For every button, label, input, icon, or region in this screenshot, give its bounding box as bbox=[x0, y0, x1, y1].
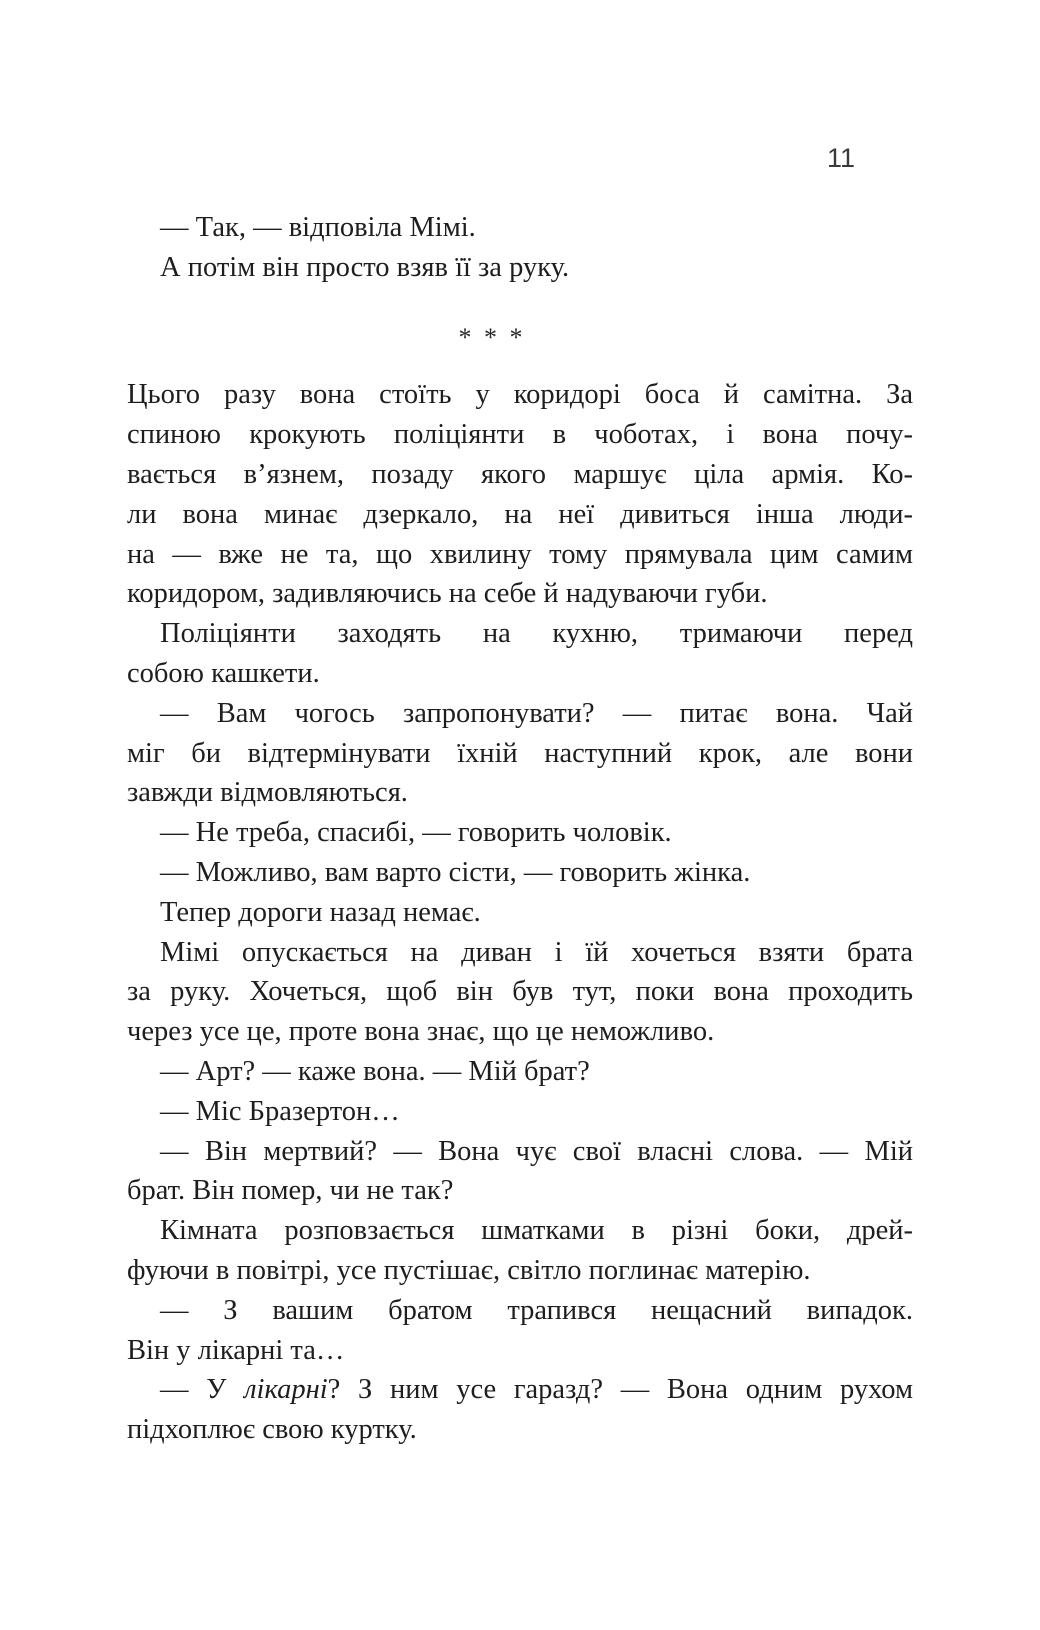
dialogue-paragraph bbox=[127, 1132, 913, 1212]
section-separator: * * * bbox=[458, 322, 526, 352]
text-line: — У лікарні? З ним усе гаразд? — Вона одним рухом bbox=[160, 1374, 913, 1406]
text-line: Тепер дороги назад немає. bbox=[160, 896, 481, 928]
dialogue-paragraph bbox=[127, 853, 913, 893]
dialogue-paragraph bbox=[127, 1291, 913, 1371]
dialogue-paragraph bbox=[127, 1052, 913, 1092]
text-column bbox=[127, 208, 913, 1450]
text-line: Цього разу вона стоїть у коридорі боса й самітна. За bbox=[127, 379, 913, 411]
paragraph bbox=[127, 248, 913, 288]
text-line: спиною крокують поліціянти в чоботах, і вона почу- bbox=[127, 419, 913, 451]
text-line: — Міс Бразертон… bbox=[160, 1095, 400, 1127]
text-line: ли вона минає дзеркало, на неї дивиться інша люди- bbox=[127, 498, 913, 530]
text-line: Він у лікарні та… bbox=[127, 1334, 345, 1366]
text-line: — Вам чогось запропонувати? — питає вона. Чай bbox=[160, 697, 913, 729]
dialogue-paragraph bbox=[127, 813, 913, 853]
text-line: — З вашим братом трапився нещасний випадок. bbox=[160, 1294, 913, 1326]
text-line: Поліціянти заходять на кухню, тримаючи перед bbox=[160, 618, 913, 650]
text-line: через усе це, проте вона знає, що це неможливо. bbox=[127, 1016, 715, 1048]
text-line: собою кашкети. bbox=[127, 657, 320, 689]
text-line: Мімі опускається на диван і їй хочеться взяти брата bbox=[160, 936, 913, 968]
paragraph bbox=[127, 1211, 913, 1291]
dialogue-paragraph bbox=[127, 694, 913, 813]
text-line: — Так, — відповіла Мімі. bbox=[160, 212, 476, 243]
text-line: за руку. Хочеться, щоб він був тут, поки вона проходить bbox=[127, 976, 913, 1008]
dialogue-paragraph bbox=[127, 1370, 913, 1450]
text-line: Кімната розповзається шматками в різні боки, дрей- bbox=[160, 1215, 913, 1247]
paragraph bbox=[127, 614, 913, 694]
text-line: завжди відмовляються. bbox=[127, 777, 408, 809]
text-line: — Він мертвий? — Вона чує свої власні слова. — Мій bbox=[160, 1135, 913, 1167]
text-line: фуючи в повітрі, усе пустішає, світло поглинає матерію. bbox=[127, 1254, 811, 1286]
text-line: вається в’язнем, позаду якого маршує ціла армія. Ко- bbox=[127, 458, 913, 490]
text-line: брат. Він помер, чи не так? bbox=[127, 1175, 454, 1207]
paragraph bbox=[127, 933, 913, 1052]
text-line: — Арт? — каже вона. — Мій брат? bbox=[160, 1055, 590, 1087]
paragraph bbox=[127, 375, 913, 614]
text-line: підхоплює свою куртку. bbox=[127, 1414, 417, 1446]
dialogue-paragraph bbox=[127, 1092, 913, 1132]
text-line: на — вже не та, що хвилину тому прямувала цим самим bbox=[127, 538, 913, 570]
text-line: коридором, задивляючись на себе й надуваючи губи. bbox=[127, 578, 768, 610]
italic-text: лікарні bbox=[244, 1374, 328, 1406]
dialogue-paragraph bbox=[127, 208, 913, 248]
text-line: А потім він просто взяв її за руку. bbox=[160, 251, 570, 283]
paragraph bbox=[127, 893, 913, 933]
text-line: — Не треба, спасибі, — говорить чоловік. bbox=[160, 817, 672, 849]
text-line: — Можливо, вам варто сісти, — говорить жінка. bbox=[160, 856, 751, 888]
page-number: 11 bbox=[827, 143, 856, 173]
text-line: міг би відтермінувати їхній наступний крок, але вони bbox=[127, 737, 913, 769]
